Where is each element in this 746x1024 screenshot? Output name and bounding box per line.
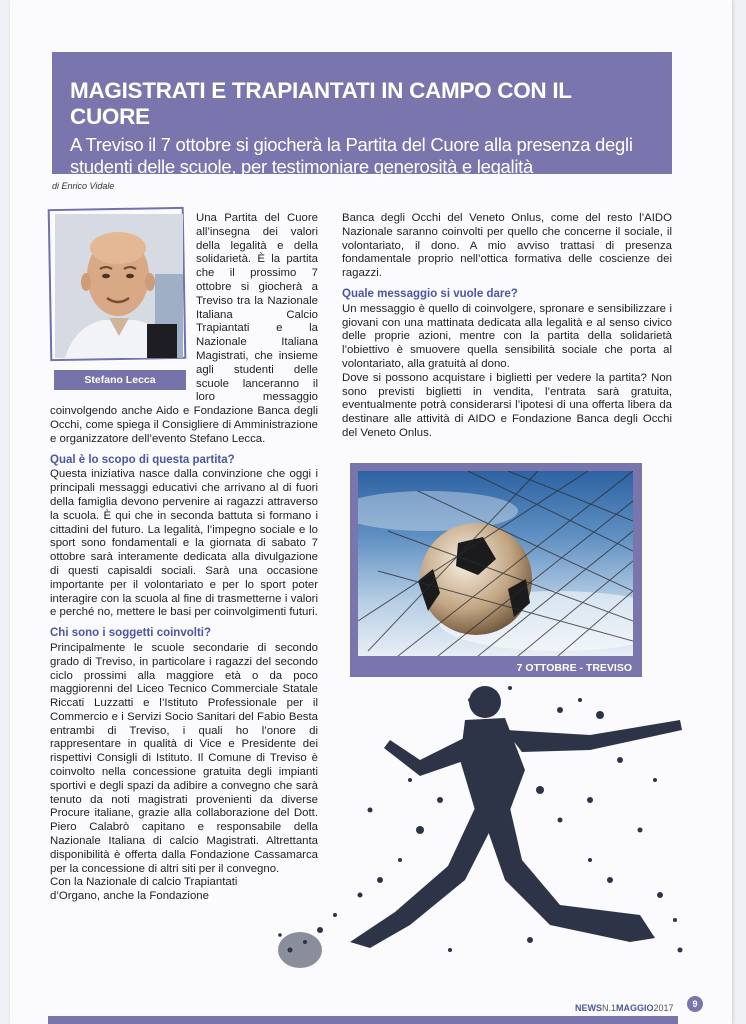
question-heading: Chi sono i soggetti coinvolti? [50, 627, 211, 640]
article-subtitle: A Treviso il 7 ottobre si giocherà la Partita del Cuore alla presenza degli studenti delle scuole, per testimoniare generosità e legalità [70, 134, 633, 177]
right-column [342, 212, 672, 441]
portrait-photo [55, 214, 183, 358]
footer-year: 2017 [653, 1003, 674, 1013]
byline: di Enrico Vidale [52, 181, 115, 191]
continuation-paragraph: Banca degli Occhi del Veneto Onlus, come del resto l’AIDO Nazionale saranno coinvolti per quello che concerne il sociale, il volontariato, il dono. A mio avviso trattasi di presenza fondamentale proprio nell’ottica formativa delle coscienze dei ragazzi. [342, 212, 672, 280]
answer-paragraph: Un messaggio è quello di coinvolgere, spronare e sensibilizzare i giovani con una mattinata dedicata alla legalità e al senso civico delle proprie azioni, mentre con la partita della solidarietà l’obiettivo è smuovere quella sensibilità sociale che porta al volontariato, alla gratuità al dono. [342, 302, 672, 370]
intro-paragraph: Una Partita del Cuore all’insegna dei valori della legalità e della solidarietà. È la partita che il prossimo 7 ottobre si giocherà a Treviso tra la Nazionale Italiana Calcio Trapiantati e la Nazionale Italiana Magistrati, che insieme agli studenti delle scuole lanceranno il loro messaggio coinvolgendo anche Aido e Fondazione Banca degli Occhi, come spiega il Consigliere di Amministrazione e organizzatore dell’evento Stefano Lecca. [50, 212, 318, 445]
question-heading: Qual è lo scopo di questa partita? [50, 453, 235, 466]
footer-news: NEWS [575, 1003, 602, 1013]
footer-month: MAGGIO [616, 1003, 654, 1013]
answer-paragraph: Questa iniziativa nasce dalla convinzione che oggi i principali messaggi educativi che arrivano al di fuori della famiglia devono pervenire ai ragazzi attraverso la scuola. È qui che in seconda battuta si formano i cittadini del futuro. La legalità, l’impegno sociale e lo sport sono fondamentali e la giornata di sabato 7 ottobre sarà interamente dedicata alla divulgazione di questi capisaldi sociali. Sarà una occasione importante per il volontariato e per lo sport poter interagire con la scuola al fine di trasmetterne i valori e perché no, mettere le basi per coinvolgimenti futuri. [50, 468, 318, 619]
portrait-frame [50, 212, 186, 390]
question-heading: Quale messaggio si vuole dare? [342, 287, 518, 300]
footer-issue: N.1 [602, 1003, 617, 1013]
soccer-ball-photo [358, 471, 633, 656]
article-header [52, 52, 672, 177]
player-splatter-graphic [260, 680, 700, 980]
page-footer [575, 1003, 674, 1013]
article-title: MAGISTRATI E TRAPIANTATI IN CAMPO CON IL CUORE [70, 78, 572, 129]
portrait-caption: Stefano Lecca [54, 370, 186, 390]
image-caption: 7 OTTOBRE - TREVISO [516, 662, 632, 674]
bottom-band [48, 1016, 678, 1024]
answer-paragraph: Principalmente le scuole secondarie di secondo grado di Treviso, in particolare i ragazzi del secondo ciclo prossimi alla maggiore età o da poco maggiorenni del Liceo Tecnico Commerciale Statale Riccati Luzzatti e l’Istituto Professionale per il Commercio e i Servizi Socio Sanitari del Fabio Besta entrambi di Treviso, i quali ho l’onore di rappresentare in qualità di Vice e Presidente dei rispettivi Consigli di Istituto. Il Comune di Treviso è coinvolto nella concessione gratuita degli impianti sportivi e degli spazi da adibire a convegno che sarà tenuto da noti magistrati provenienti da diverse Procure italiane, grazie alla collaborazione del Dott. Piero Calabrò capitano e responsabile della Nazionale Italiana di calcio Magistrati. Altrettanta disponibilità è offerta dalla Fondazione Cassamarca per la concessione di altri siti per il convegno. [50, 641, 318, 875]
soccer-ball-image-frame [350, 463, 642, 677]
answer-paragraph: Dove si possono acquistare i biglietti per vedere la partita? Non sono previsti biglietti in vendita, l’entrata sarà gratuita, eventualmente potrà considerarsi l’ipotesi di una offerta libera da destinare alle attività di AIDO e Fondazione Banca degli Occhi del Veneto Onlus. [342, 371, 672, 439]
page-number: 9 [687, 996, 703, 1012]
answer-paragraph: Con la Nazionale di calcio Trapiantati d’Organo, anche la Fondazione [50, 876, 238, 903]
